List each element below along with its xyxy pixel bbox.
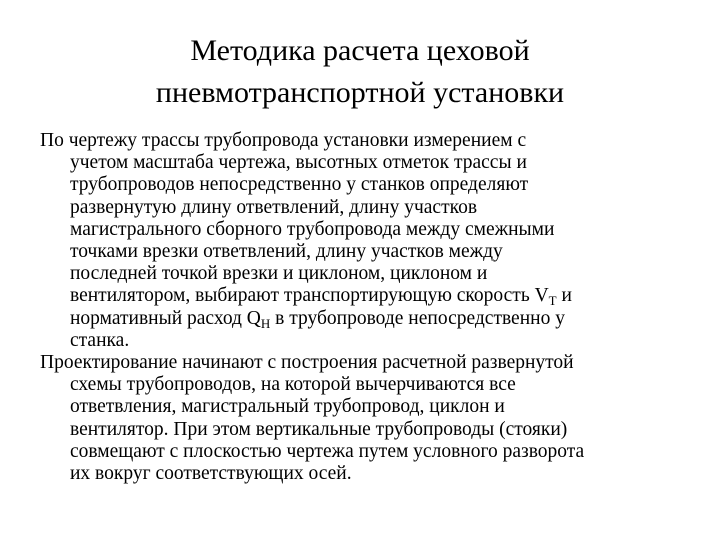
slide-body [40, 130, 688, 485]
text-line: магистрального сборного трубопровода между смежными [70, 218, 555, 240]
text-line: трубопроводов непосредственно у станков определяют [70, 174, 529, 196]
slide-title [60, 30, 660, 114]
text-fragment: вентилятором, выбирают транспортирующую скорость V [70, 285, 549, 307]
text-line: учетом масштаба чертежа, высотных отметок трассы и [70, 152, 527, 174]
text-line [40, 285, 688, 307]
text-line: последней точкой врезки и циклоном, циклоном и [70, 263, 488, 285]
text-line: схемы трубопроводов, на которой вычерчиваются все [70, 374, 516, 396]
text-line: ответвления, магистральный трубопровод, циклон и [70, 396, 505, 418]
text-line: развернутую длину ответвлений, длину участков [70, 196, 478, 218]
text-fragment: в трубопроводе непосредственно у [270, 307, 565, 329]
text-line: их вокруг соответствующих осей. [70, 463, 352, 485]
text-fragment: нормативный расход Q [70, 307, 261, 329]
text-line: точками врезки ответвлений, длину участков между [70, 241, 503, 263]
title-line: пневмотранспортной установки [155, 76, 565, 109]
text-fragment: и [556, 285, 572, 307]
paragraph-2 [40, 352, 688, 485]
text-line: вентилятор. При этом вертикальные трубопроводы (стояки) [70, 418, 568, 440]
paragraph-1 [40, 130, 688, 352]
text-line: Проектирование начинают с построения расчетной развернутой [40, 352, 574, 374]
title-line: Методика расчета цеховой [190, 34, 530, 67]
text-line: По чертежу трассы трубопровода установки измерением с [40, 130, 527, 151]
text-line: станка. [70, 329, 130, 351]
subscript: T [548, 293, 557, 309]
subscript: H [260, 315, 271, 331]
text-line: совмещают с плоскостью чертежа путем условного разворота [70, 440, 585, 462]
text-line [40, 308, 688, 330]
